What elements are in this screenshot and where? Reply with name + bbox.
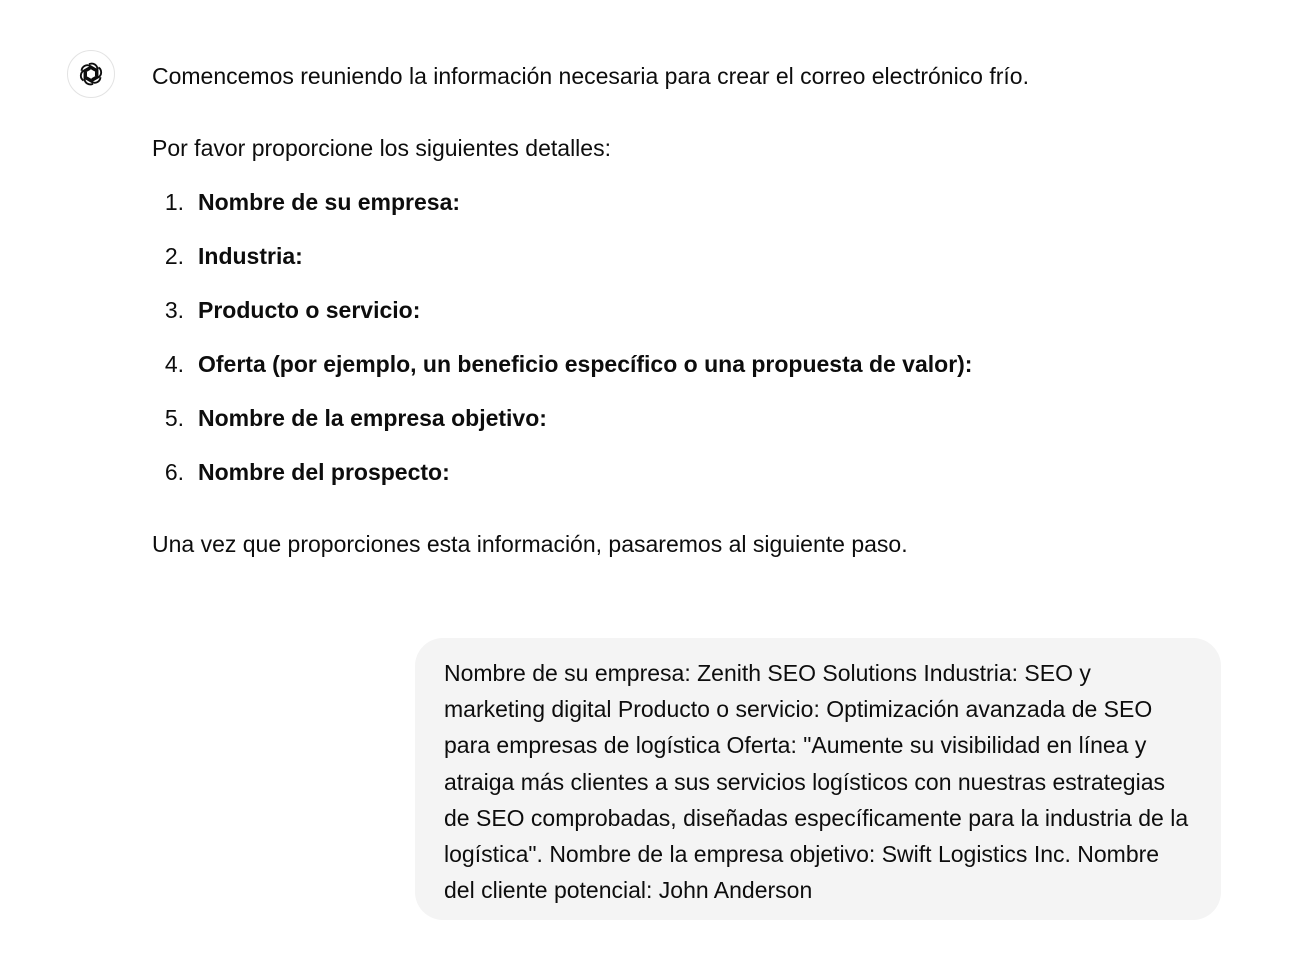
assistant-request-text: Por favor proporcione los siguientes detalles: [152, 135, 611, 161]
details-list [152, 184, 1232, 490]
list-item [152, 454, 1232, 490]
list-item [152, 400, 1232, 436]
list-item [152, 292, 1232, 328]
list-item-label: Nombre de su empresa: [198, 189, 461, 215]
list-item [152, 346, 1232, 382]
assistant-avatar [67, 50, 115, 98]
list-item-number: 1. [164, 189, 184, 215]
list-item-number: 3. [164, 297, 184, 323]
assistant-closing-text: Una vez que proporciones esta información, pasaremos al siguiente paso. [152, 531, 908, 557]
assistant-message [152, 58, 1232, 562]
user-message-bubble [415, 638, 1221, 920]
openai-logo-icon [76, 59, 106, 89]
list-item-label: Nombre de la empresa objetivo: [198, 405, 547, 431]
list-item-number: 6. [164, 459, 184, 485]
list-item-label: Producto o servicio: [198, 297, 421, 323]
user-message-text: Nombre de su empresa: Zenith SEO Solutions Industria: SEO y marketing digital Producto o servicio: Optimización avanzada de SEO para empresas de logística Oferta: "Aumente su visibilidad en línea y atraiga más clientes a sus servicios logísticos con nuestras estrategias de SEO comprobadas, diseñadas específicamente para la industria de la logística". Nombre de la empresa objetivo: Swift Logistics Inc. Nombre del cliente potencial: John Anderson [444, 660, 1189, 904]
list-item-label: Industria: [198, 243, 303, 269]
list-item [152, 184, 1232, 220]
list-item-number: 4. [164, 351, 184, 377]
list-item-number: 5. [164, 405, 184, 431]
list-item-number: 2. [164, 243, 184, 269]
list-item-label: Oferta (por ejemplo, un beneficio específico o una propuesta de valor): [198, 351, 973, 377]
list-item-label: Nombre del prospecto: [198, 459, 450, 485]
list-item [152, 238, 1232, 274]
assistant-intro-text: Comencemos reuniendo la información necesaria para crear el correo electrónico frío. [152, 63, 1029, 89]
